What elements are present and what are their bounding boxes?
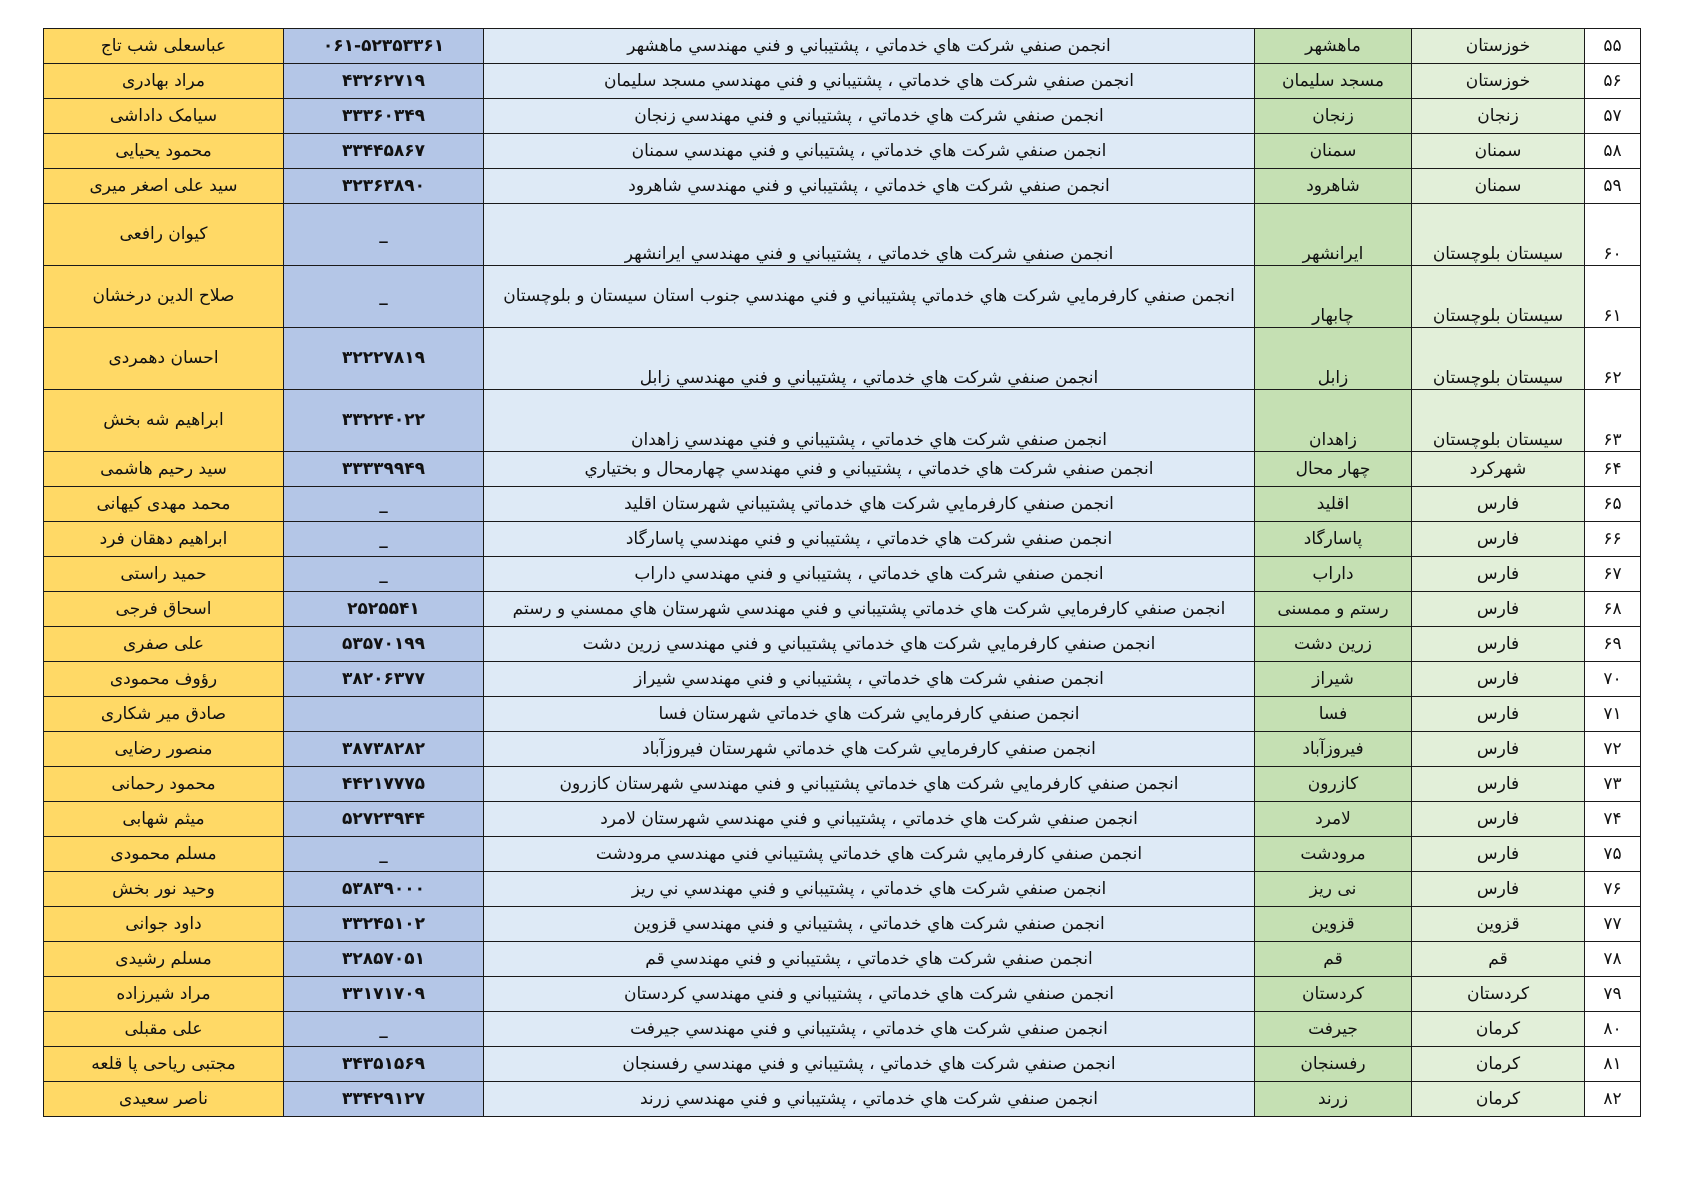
province-cell: فارس [1412,557,1585,592]
phone-cell: _ [284,557,484,592]
province-cell: کرمان [1412,1012,1585,1047]
city-cell: زنجان [1255,99,1412,134]
association-name-cell: انجمن صنفي كارفرمايي شركت هاي خدماتي پشتيباني و فني مهندسي زرين دشت [484,627,1255,662]
association-name-cell: انجمن صنفي شركت هاي خدماتي ، پشتيباني و فني مهندسي جيرفت [484,1012,1255,1047]
province-cell: کرمان [1412,1082,1585,1117]
manager-name-cell: منصور رضایی [44,732,284,767]
province-cell: فارس [1412,487,1585,522]
phone-cell: ۳۸۲۰۶۳۷۷ [284,662,484,697]
province-cell: فارس [1412,697,1585,732]
table-row [44,977,1641,1012]
association-name-cell: انجمن صنفي شركت هاي خدماتي ، پشتيباني و فني مهندسي مسجد سليمان [484,64,1255,99]
phone-cell: ۵۲۷۲۳۹۴۴ [284,802,484,837]
row-number: ۵۵ [1585,29,1641,64]
manager-name-cell: علی صفری [44,627,284,662]
table-row [44,1082,1641,1117]
association-name-cell: انجمن صنفي كارفرمايي شركت هاي خدماتي پشتيباني و فني مهندسي شهرستان كازرون [484,767,1255,802]
province-cell: فارس [1412,872,1585,907]
row-number: ۸۱ [1585,1047,1641,1082]
association-name-cell: انجمن صنفي شركت هاي خدماتي ، پشتيباني و فني مهندسي پاسارگاد [484,522,1255,557]
province-cell: سیستان بلوچستان [1412,390,1585,452]
manager-name-cell: سید رحیم هاشمی [44,452,284,487]
association-name-cell: انجمن صنفي شركت هاي خدماتي ، پشتيباني و فني مهندسي شيراز [484,662,1255,697]
manager-name-cell: مراد بهادری [44,64,284,99]
phone-cell: ۳۳۳۳۹۹۴۹ [284,452,484,487]
province-cell: کردستان [1412,977,1585,1012]
manager-name-cell: صادق میر شکاری [44,697,284,732]
table-row [44,697,1641,732]
city-cell: اقلید [1255,487,1412,522]
province-cell: کرمان [1412,1047,1585,1082]
row-number: ۶۴ [1585,452,1641,487]
city-cell: فسا [1255,697,1412,732]
table-row [44,732,1641,767]
manager-name-cell: سیامک داداشی [44,99,284,134]
row-number: ۶۰ [1585,204,1641,266]
table-row [44,452,1641,487]
city-cell: زاهدان [1255,390,1412,452]
table-row [44,390,1641,452]
manager-name-cell: ابراهیم دهقان فرد [44,522,284,557]
row-number: ۸۰ [1585,1012,1641,1047]
city-cell: زرند [1255,1082,1412,1117]
table-row [44,266,1641,328]
phone-cell: ۲۵۲۵۵۴۱ [284,592,484,627]
city-cell: مرودشت [1255,837,1412,872]
phone-cell: ۳۳۲۴۵۱۰۲ [284,907,484,942]
association-name-cell: انجمن صنفي شركت هاي خدماتي ، پشتيباني و فني مهندسي سمنان [484,134,1255,169]
table-row [44,872,1641,907]
manager-name-cell: مراد شیرزاده [44,977,284,1012]
row-number: ۷۰ [1585,662,1641,697]
province-cell: زنجان [1412,99,1585,134]
city-cell: چابهار [1255,266,1412,328]
city-cell: سمنان [1255,134,1412,169]
city-cell: پاسارگاد [1255,522,1412,557]
table-row [44,557,1641,592]
row-number: ۶۲ [1585,328,1641,390]
phone-cell: ۵۳۵۷۰۱۹۹ [284,627,484,662]
phone-cell: ۰۶۱-۵۲۳۵۳۳۶۱ [284,29,484,64]
row-number: ۵۹ [1585,169,1641,204]
city-cell: لامرد [1255,802,1412,837]
row-number: ۶۶ [1585,522,1641,557]
province-cell: فارس [1412,767,1585,802]
row-number: ۷۸ [1585,942,1641,977]
row-number: ۶۹ [1585,627,1641,662]
table-row [44,592,1641,627]
association-name-cell: انجمن صنفي شركت هاي خدماتي ، پشتيباني و فني مهندسي زنجان [484,99,1255,134]
row-number: ۵۷ [1585,99,1641,134]
phone-cell: ۳۳۳۶۰۳۴۹ [284,99,484,134]
province-cell: سیستان بلوچستان [1412,328,1585,390]
province-cell: فارس [1412,802,1585,837]
table-row [44,522,1641,557]
province-cell: قزوین [1412,907,1585,942]
phone-cell: _ [284,522,484,557]
phone-cell: _ [284,204,484,266]
manager-name-cell: محمود یحیایی [44,134,284,169]
association-name-cell: انجمن صنفي شركت هاي خدماتي ، پشتيباني و فني مهندسي زرند [484,1082,1255,1117]
city-cell: قزوین [1255,907,1412,942]
table-row [44,662,1641,697]
phone-cell: ۵۳۸۳۹۰۰۰ [284,872,484,907]
row-number: ۷۲ [1585,732,1641,767]
city-cell: رفسنجان [1255,1047,1412,1082]
city-cell: شیراز [1255,662,1412,697]
row-number: ۵۶ [1585,64,1641,99]
row-number: ۶۸ [1585,592,1641,627]
table-row [44,907,1641,942]
row-number: ۷۳ [1585,767,1641,802]
city-cell: کازرون [1255,767,1412,802]
association-name-cell: انجمن صنفي كارفرمايي شركت هاي خدماتي پشتيباني و فني مهندسي جنوب استان سيستان و بلوچستان [484,266,1255,328]
association-name-cell: انجمن صنفي شركت هاي خدماتي ، پشتيباني و فني مهندسي كردستان [484,977,1255,1012]
manager-name-cell: کیوان رافعی [44,204,284,266]
province-cell: قم [1412,942,1585,977]
phone-cell: ۳۴۳۵۱۵۶۹ [284,1047,484,1082]
province-cell: فارس [1412,522,1585,557]
manager-name-cell: رؤوف محمودی [44,662,284,697]
province-cell: خوزستان [1412,29,1585,64]
manager-name-cell: حمید راستی [44,557,284,592]
association-name-cell: انجمن صنفي شركت هاي خدماتي ، پشتيباني و فني مهندسي چهارمحال و بختياري [484,452,1255,487]
manager-name-cell: مسلم رشیدی [44,942,284,977]
associations-table [43,28,1641,1117]
manager-name-cell: میثم شهابی [44,802,284,837]
manager-name-cell: اسحاق فرجی [44,592,284,627]
city-cell: کردستان [1255,977,1412,1012]
table-row [44,802,1641,837]
phone-cell: _ [284,837,484,872]
association-name-cell: انجمن صنفي شركت هاي خدماتي ، پشتيباني و فني مهندسي زابل [484,328,1255,390]
association-name-cell: انجمن صنفي كارفرمايي شركت هاي خدماتي شهرستان فيروزآباد [484,732,1255,767]
association-name-cell: انجمن صنفي شركت هاي خدماتي ، پشتيباني و فني مهندسي قزوين [484,907,1255,942]
province-cell: خوزستان [1412,64,1585,99]
phone-cell: ۳۲۲۲۷۸۱۹ [284,328,484,390]
city-cell: مسجد سلیمان [1255,64,1412,99]
association-name-cell: انجمن صنفي كارفرمايي شركت هاي خدماتي شهرستان فسا [484,697,1255,732]
association-name-cell: انجمن صنفي شركت هاي خدماتي ، پشتيباني و فني مهندسي ماهشهر [484,29,1255,64]
association-name-cell: انجمن صنفي شركت هاي خدماتي ، پشتيباني و فني مهندسي شاهرود [484,169,1255,204]
table-row [44,64,1641,99]
row-number: ۶۱ [1585,266,1641,328]
table-row [44,1047,1641,1082]
city-cell: شاهرود [1255,169,1412,204]
city-cell: قم [1255,942,1412,977]
table-row [44,29,1641,64]
city-cell: داراب [1255,557,1412,592]
table-row [44,627,1641,662]
row-number: ۷۵ [1585,837,1641,872]
row-number: ۶۵ [1585,487,1641,522]
association-name-cell: انجمن صنفي كارفرمايي شركت هاي خدماتي پشتيباني شهرستان اقليد [484,487,1255,522]
province-cell: فارس [1412,592,1585,627]
phone-cell: _ [284,487,484,522]
province-cell: فارس [1412,662,1585,697]
association-name-cell: انجمن صنفي شركت هاي خدماتي ، پشتيباني و فني مهندسي قم [484,942,1255,977]
row-number: ۶۷ [1585,557,1641,592]
phone-cell: ۳۳۴۲۹۱۲۷ [284,1082,484,1117]
phone-cell [284,697,484,732]
table-row [44,169,1641,204]
manager-name-cell: صلاح الدین درخشان [44,266,284,328]
row-number: ۷۷ [1585,907,1641,942]
manager-name-cell: داود جوانی [44,907,284,942]
province-cell: فارس [1412,732,1585,767]
province-cell: سیستان بلوچستان [1412,266,1585,328]
table-row [44,134,1641,169]
city-cell: زابل [1255,328,1412,390]
province-cell: سیستان بلوچستان [1412,204,1585,266]
manager-name-cell: مسلم محمودی [44,837,284,872]
phone-cell: ۳۳۴۴۵۸۶۷ [284,134,484,169]
province-cell: فارس [1412,627,1585,662]
province-cell: شهرکرد [1412,452,1585,487]
phone-cell: ۳۳۱۷۱۷۰۹ [284,977,484,1012]
row-number: ۷۱ [1585,697,1641,732]
row-number: ۵۸ [1585,134,1641,169]
phone-cell: _ [284,1012,484,1047]
manager-name-cell: عباسعلی شب تاج [44,29,284,64]
association-name-cell: انجمن صنفي شركت هاي خدماتي ، پشتيباني و فني مهندسي داراب [484,557,1255,592]
table-body [44,29,1641,1117]
city-cell: جیرفت [1255,1012,1412,1047]
manager-name-cell: سید علی اصغر میری [44,169,284,204]
city-cell: فیروزآباد [1255,732,1412,767]
row-number: ۷۹ [1585,977,1641,1012]
table-row [44,99,1641,134]
row-number: ۶۳ [1585,390,1641,452]
row-number: ۷۴ [1585,802,1641,837]
association-name-cell: انجمن صنفي شركت هاي خدماتي ، پشتيباني و فني مهندسي زاهدان [484,390,1255,452]
phone-cell: _ [284,266,484,328]
city-cell: ماهشهر [1255,29,1412,64]
association-name-cell: انجمن صنفي شركت هاي خدماتي ، پشتيباني و فني مهندسي ايرانشهر [484,204,1255,266]
phone-cell: ۳۳۲۲۴۰۲۲ [284,390,484,452]
table-row [44,767,1641,802]
city-cell: رستم و ممسنی [1255,592,1412,627]
phone-cell: ۳۲۳۶۳۸۹۰ [284,169,484,204]
phone-cell: ۳۲۸۵۷۰۵۱ [284,942,484,977]
manager-name-cell: محمد مهدی کیهانی [44,487,284,522]
manager-name-cell: علی مقبلی [44,1012,284,1047]
province-cell: سمنان [1412,134,1585,169]
city-cell: ایرانشهر [1255,204,1412,266]
table-row [44,328,1641,390]
manager-name-cell: وحید نور بخش [44,872,284,907]
row-number: ۸۲ [1585,1082,1641,1117]
manager-name-cell: ابراهیم شه بخش [44,390,284,452]
row-number: ۷۶ [1585,872,1641,907]
table-row [44,1012,1641,1047]
manager-name-cell: ناصر سعیدی [44,1082,284,1117]
table-row [44,942,1641,977]
city-cell: زرین دشت [1255,627,1412,662]
association-name-cell: انجمن صنفي كارفرمايي شركت هاي خدماتي پشتيباني فني مهندسي مرودشت [484,837,1255,872]
manager-name-cell: محمود رحمانی [44,767,284,802]
city-cell: نی ریز [1255,872,1412,907]
phone-cell: ۴۳۲۶۲۷۱۹ [284,64,484,99]
phone-cell: ۳۸۷۳۸۲۸۲ [284,732,484,767]
association-name-cell: انجمن صنفي كارفرمايي شركت هاي خدماتي پشتيباني و فني مهندسي شهرستان هاي ممسني و رستم [484,592,1255,627]
phone-cell: ۴۴۲۱۷۷۷۵ [284,767,484,802]
association-name-cell: انجمن صنفي شركت هاي خدماتي ، پشتيباني و فني مهندسي شهرستان لامرد [484,802,1255,837]
table-row [44,204,1641,266]
city-cell: چهار محال [1255,452,1412,487]
table-row [44,837,1641,872]
manager-name-cell: مجتبی ریاحی پا قلعه [44,1047,284,1082]
association-name-cell: انجمن صنفي شركت هاي خدماتي ، پشتيباني و فني مهندسي ني ريز [484,872,1255,907]
province-cell: فارس [1412,837,1585,872]
table-row [44,487,1641,522]
manager-name-cell: احسان دهمردی [44,328,284,390]
association-name-cell: انجمن صنفي شركت هاي خدماتي ، پشتيباني و فني مهندسي رفسنجان [484,1047,1255,1082]
province-cell: سمنان [1412,169,1585,204]
